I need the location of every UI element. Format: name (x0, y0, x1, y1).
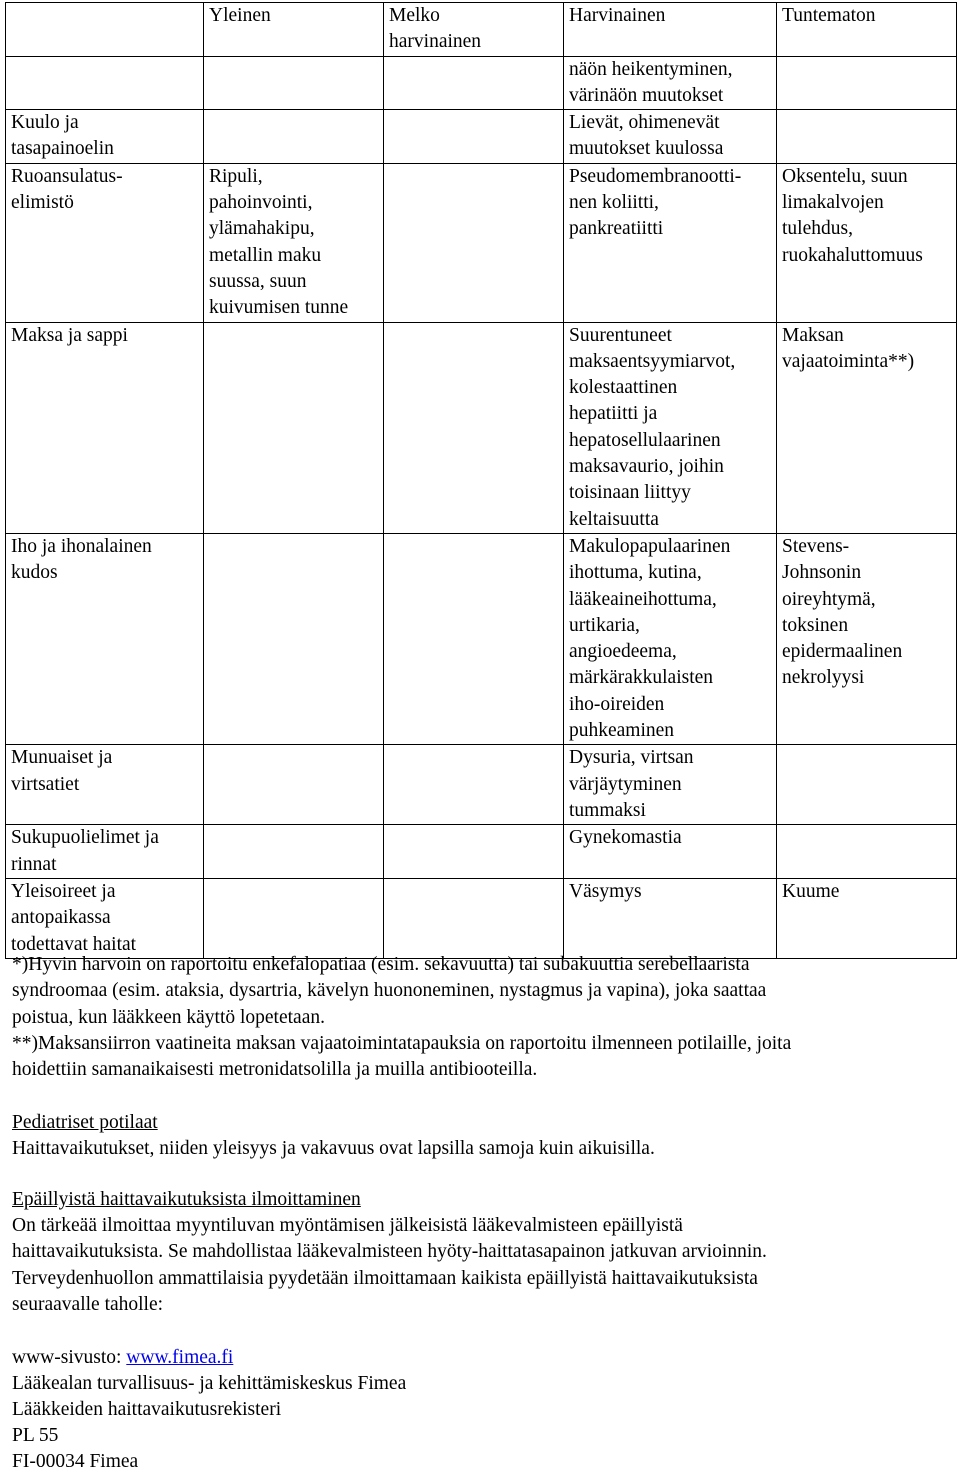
rare-cell: Gynekomastia (564, 825, 777, 879)
header-cell-unknown: Tuntematon (777, 3, 957, 57)
contact-postal-code: FI-00034 Fimea (12, 1451, 139, 1472)
table-row (6, 56, 957, 110)
website-label: www-sivusto: (12, 1347, 127, 1368)
organ-cell: Sukupuolielimet ja rinnat (6, 825, 204, 879)
unknown-cell (777, 56, 957, 110)
pediatric-heading: Pediatriset potilaat (12, 1112, 158, 1133)
uncommon-cell (384, 163, 564, 322)
uncommon-cell (384, 110, 564, 164)
table-row (6, 533, 957, 744)
unknown-cell: Stevens- Johnsonin oireyhtymä, toksinen epidermaalinen nekrolyysi (777, 533, 957, 744)
header-cell-rare: Harvinainen (564, 3, 777, 57)
unknown-cell (777, 825, 957, 879)
unknown-cell (777, 745, 957, 825)
pediatric-text: Haittavaikutukset, niiden yleisyys ja vakavuus ovat lapsilla samoja kuin aikuisilla. (12, 1138, 655, 1159)
common-cell (204, 110, 384, 164)
contact-registry: Lääkkeiden haittavaikutusrekisteri (12, 1399, 282, 1420)
table-row (6, 163, 957, 322)
table-row (6, 825, 957, 879)
common-cell (204, 745, 384, 825)
uncommon-cell (384, 745, 564, 825)
organ-cell: Munuaiset ja virtsatiet (6, 745, 204, 825)
uncommon-cell (384, 878, 564, 958)
common-cell (204, 825, 384, 879)
organ-cell: Iho ja ihonalainen kudos (6, 533, 204, 744)
rare-cell: Makulopapulaarinen ihottuma, kutina, lääkeaineihottuma, urtikaria, angioedeema, märkärakkulaisten iho-oireiden puhkeaminen (564, 533, 777, 744)
organ-cell: Kuulo ja tasapainoelin (6, 110, 204, 164)
website-line (12, 1345, 942, 1371)
reporting-heading: Epäillyistä haittavaikutuksista ilmoittaminen (12, 1189, 361, 1210)
uncommon-cell (384, 533, 564, 744)
common-cell: Ripuli, pahoinvointi, ylämahakipu, metallin maku suussa, suun kuivumisen tunne (204, 163, 384, 322)
contact-organization: Lääkealan turvallisuus- ja kehittämiskeskus Fimea (12, 1373, 407, 1394)
rare-cell: Väsymys (564, 878, 777, 958)
unknown-cell (777, 110, 957, 164)
rare-cell: Pseudomembranootti- nen koliitti, pankreatiitti (564, 163, 777, 322)
table-header-row (6, 3, 957, 57)
organ-cell: Yleisoireet ja antopaikassa todettavat haitat (6, 878, 204, 958)
common-cell (204, 878, 384, 958)
uncommon-cell (384, 825, 564, 879)
common-cell (204, 56, 384, 110)
uncommon-cell (384, 322, 564, 533)
header-cell-common: Yleinen (204, 3, 384, 57)
header-cell-organ (6, 3, 204, 57)
common-cell (204, 322, 384, 533)
organ-cell (6, 56, 204, 110)
reporting-text: On tärkeää ilmoittaa myyntiluvan myöntämisen jälkeisistä lääkevalmisteen epäillyistä haittavaikutuksista. Se mahdollistaa lääkevalmisteen hyöty-haittatasapainon jatkuvan arvioinnin. Terveydenhuollon ammattilaisia pyydetään ilmoittamaan kaikista epäillyistä haittavaikutuksista seuraavalle taholle: (12, 1215, 767, 1315)
rare-cell: Suurentuneet maksaentsyymiarvot, kolestaattinen hepatiitti ja hepatosellulaarinen maksavaurio, joihin toisinaan liittyy keltaisuutta (564, 322, 777, 533)
table-row (6, 322, 957, 533)
organ-cell: Maksa ja sappi (6, 322, 204, 533)
footnote-liver-failure: **)Maksansiirron vaatineita maksan vajaatoimintatapauksia on raportoitu ilmenneen potilaille, joita hoidettiin samanaikaisesti metronidatsolilla ja muilla antibiooteilla. (12, 1033, 792, 1081)
fimea-website-link[interactable]: www.fimea.fi (126, 1347, 234, 1368)
common-cell (204, 533, 384, 744)
table-row (6, 110, 957, 164)
unknown-cell: Oksentelu, suun limakalvojen tulehdus, ruokahaluttomuus (777, 163, 957, 322)
footnote-encephalopathy: *)Hyvin harvoin on raportoitu enkefalopatiaa (esim. sekavuutta) tai subakuuttia serebellaarista syndroomaa (esim. ataksia, dysartria, kävelyn huononeminen, nystagmus ja vapina), joka saattaa poistua, kun lääkkeen käyttö lopetetaan. (12, 954, 767, 1028)
unknown-cell: Maksan vajaatoiminta**) (777, 322, 957, 533)
adverse-effects-table (5, 2, 957, 959)
rare-cell: näön heikentyminen, värinäön muutokset (564, 56, 777, 110)
rare-cell: Lievät, ohimenevät muutokset kuulossa (564, 110, 777, 164)
contact-po-box: PL 55 (12, 1425, 59, 1446)
header-cell-uncommon: Melko harvinainen (384, 3, 564, 57)
organ-cell: Ruoansulatus- elimistö (6, 163, 204, 322)
table-row (6, 745, 957, 825)
table-row (6, 878, 957, 958)
rare-cell: Dysuria, virtsan värjäytyminen tummaksi (564, 745, 777, 825)
unknown-cell: Kuume (777, 878, 957, 958)
uncommon-cell (384, 56, 564, 110)
